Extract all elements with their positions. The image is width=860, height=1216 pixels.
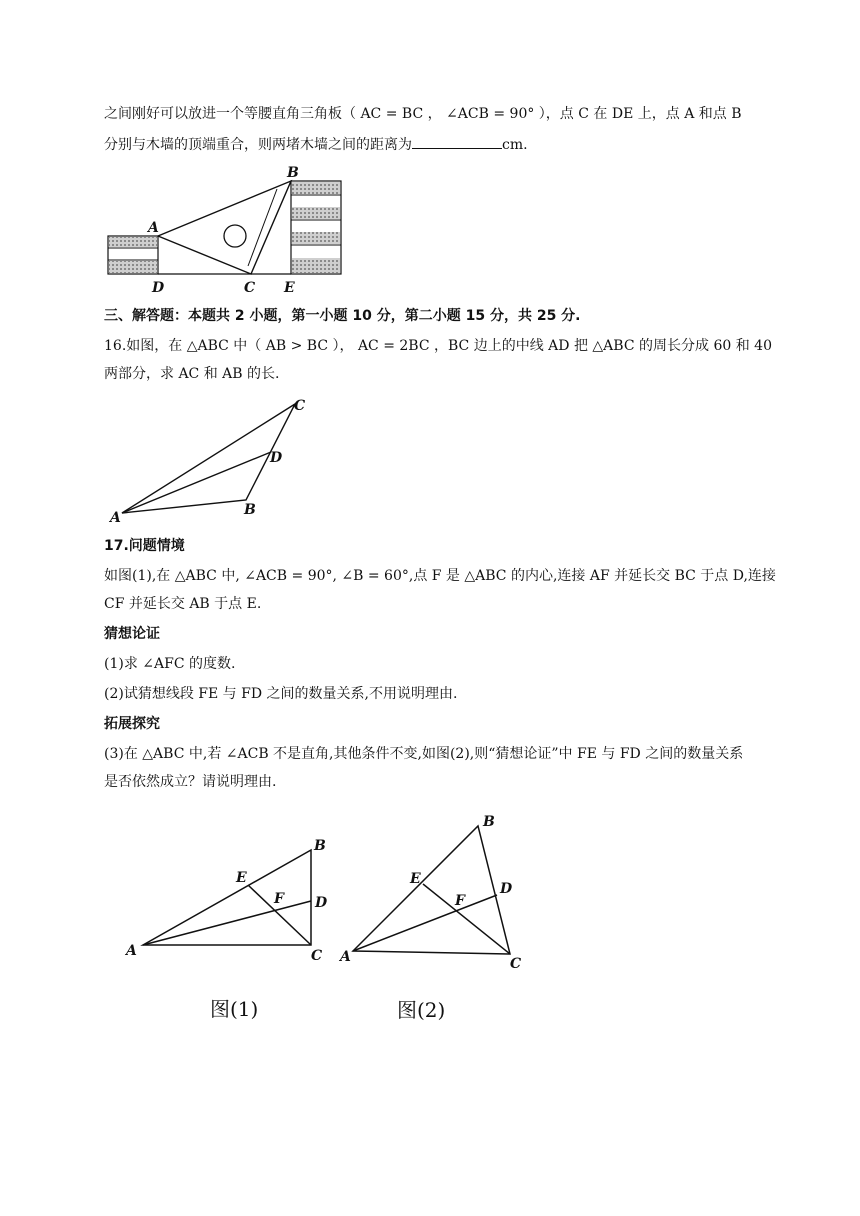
- fig1-label-C: C: [311, 948, 323, 964]
- q17-part1: (1)求 ∠AFC 的度数.: [104, 656, 236, 672]
- fig1-label-D: D: [315, 895, 328, 911]
- q16-label-A: A: [110, 510, 121, 526]
- q15-label-C: C: [244, 280, 256, 296]
- fig1-label-F: F: [274, 891, 284, 907]
- q17-text-line1: 如图(1),在 △ABC 中, ∠ACB = 90°, ∠B = 60°,点 F 是 △ABC 的内心,连接 AF 并延长交 BC 于点 D,连接: [104, 568, 776, 584]
- q16-label-B: B: [244, 502, 256, 518]
- q16-text-line2: 两部分，求 AC 和 AB 的长.: [104, 366, 280, 382]
- fig2-segment-AD: [353, 895, 497, 951]
- fig2-label-F: F: [455, 893, 465, 909]
- q16-label-C: C: [294, 398, 306, 414]
- q15-label-E: E: [284, 280, 295, 296]
- q15-text-line2-a: 分别与木墙的顶端重合，则两堵木墙之间的距离为: [104, 137, 412, 153]
- q15-text-line1: 之间刚好可以放进一个等腰直角三角板（ AC = BC ， ∠ACB = 90° ），点 C 在 DE 上，点 A 和点 B: [104, 106, 742, 122]
- fig2-label-B: B: [483, 814, 495, 830]
- fig2-label-E: E: [410, 871, 421, 887]
- q17-subheading-extension: 拓展探究: [104, 716, 160, 732]
- q17-title: 17.问题情境: [104, 538, 185, 554]
- fig1-caption: 图(1): [210, 997, 259, 1021]
- q16-label-D: D: [270, 450, 283, 466]
- fig1-label-A: A: [126, 943, 137, 959]
- fig2-label-C: C: [510, 956, 522, 972]
- fig2-caption: 图(2): [397, 998, 446, 1022]
- q15-label-B: B: [287, 165, 299, 181]
- q16-text-line1: 16.如图，在 △ABC 中（ AB > BC ）， AC = 2BC ，BC 边上的中线 AD 把 △ABC 的周长分成 60 和 40: [104, 338, 772, 354]
- q17-text-line2: CF 并延长交 AB 于点 E.: [104, 596, 262, 612]
- fig2-label-A: A: [340, 949, 351, 965]
- section3-heading: 三、解答题：本题共 2 小题，第一小题 10 分，第二小题 15 分，共 25 分.: [104, 308, 581, 324]
- fig1-label-B: B: [314, 838, 326, 854]
- q15-label-A: A: [148, 220, 159, 236]
- q17-part3-line2: 是否依然成立？请说明理由.: [104, 774, 277, 790]
- fig1-label-E: E: [236, 870, 247, 886]
- fig2-label-D: D: [500, 881, 513, 897]
- q17-part2: (2)试猜想线段 FE 与 FD 之间的数量关系,不用说明理由.: [104, 686, 458, 702]
- q15-text-line2-b: cm.: [502, 137, 528, 153]
- q17-part3-line1: (3)在 △ABC 中,若 ∠ACB 不是直角,其他条件不变,如图(2),则“猜想论证”中 FE 与 FD 之间的数量关系: [104, 746, 744, 762]
- q15-label-D: D: [152, 280, 165, 296]
- q17-subheading-conjecture: 猜想论证: [104, 626, 160, 642]
